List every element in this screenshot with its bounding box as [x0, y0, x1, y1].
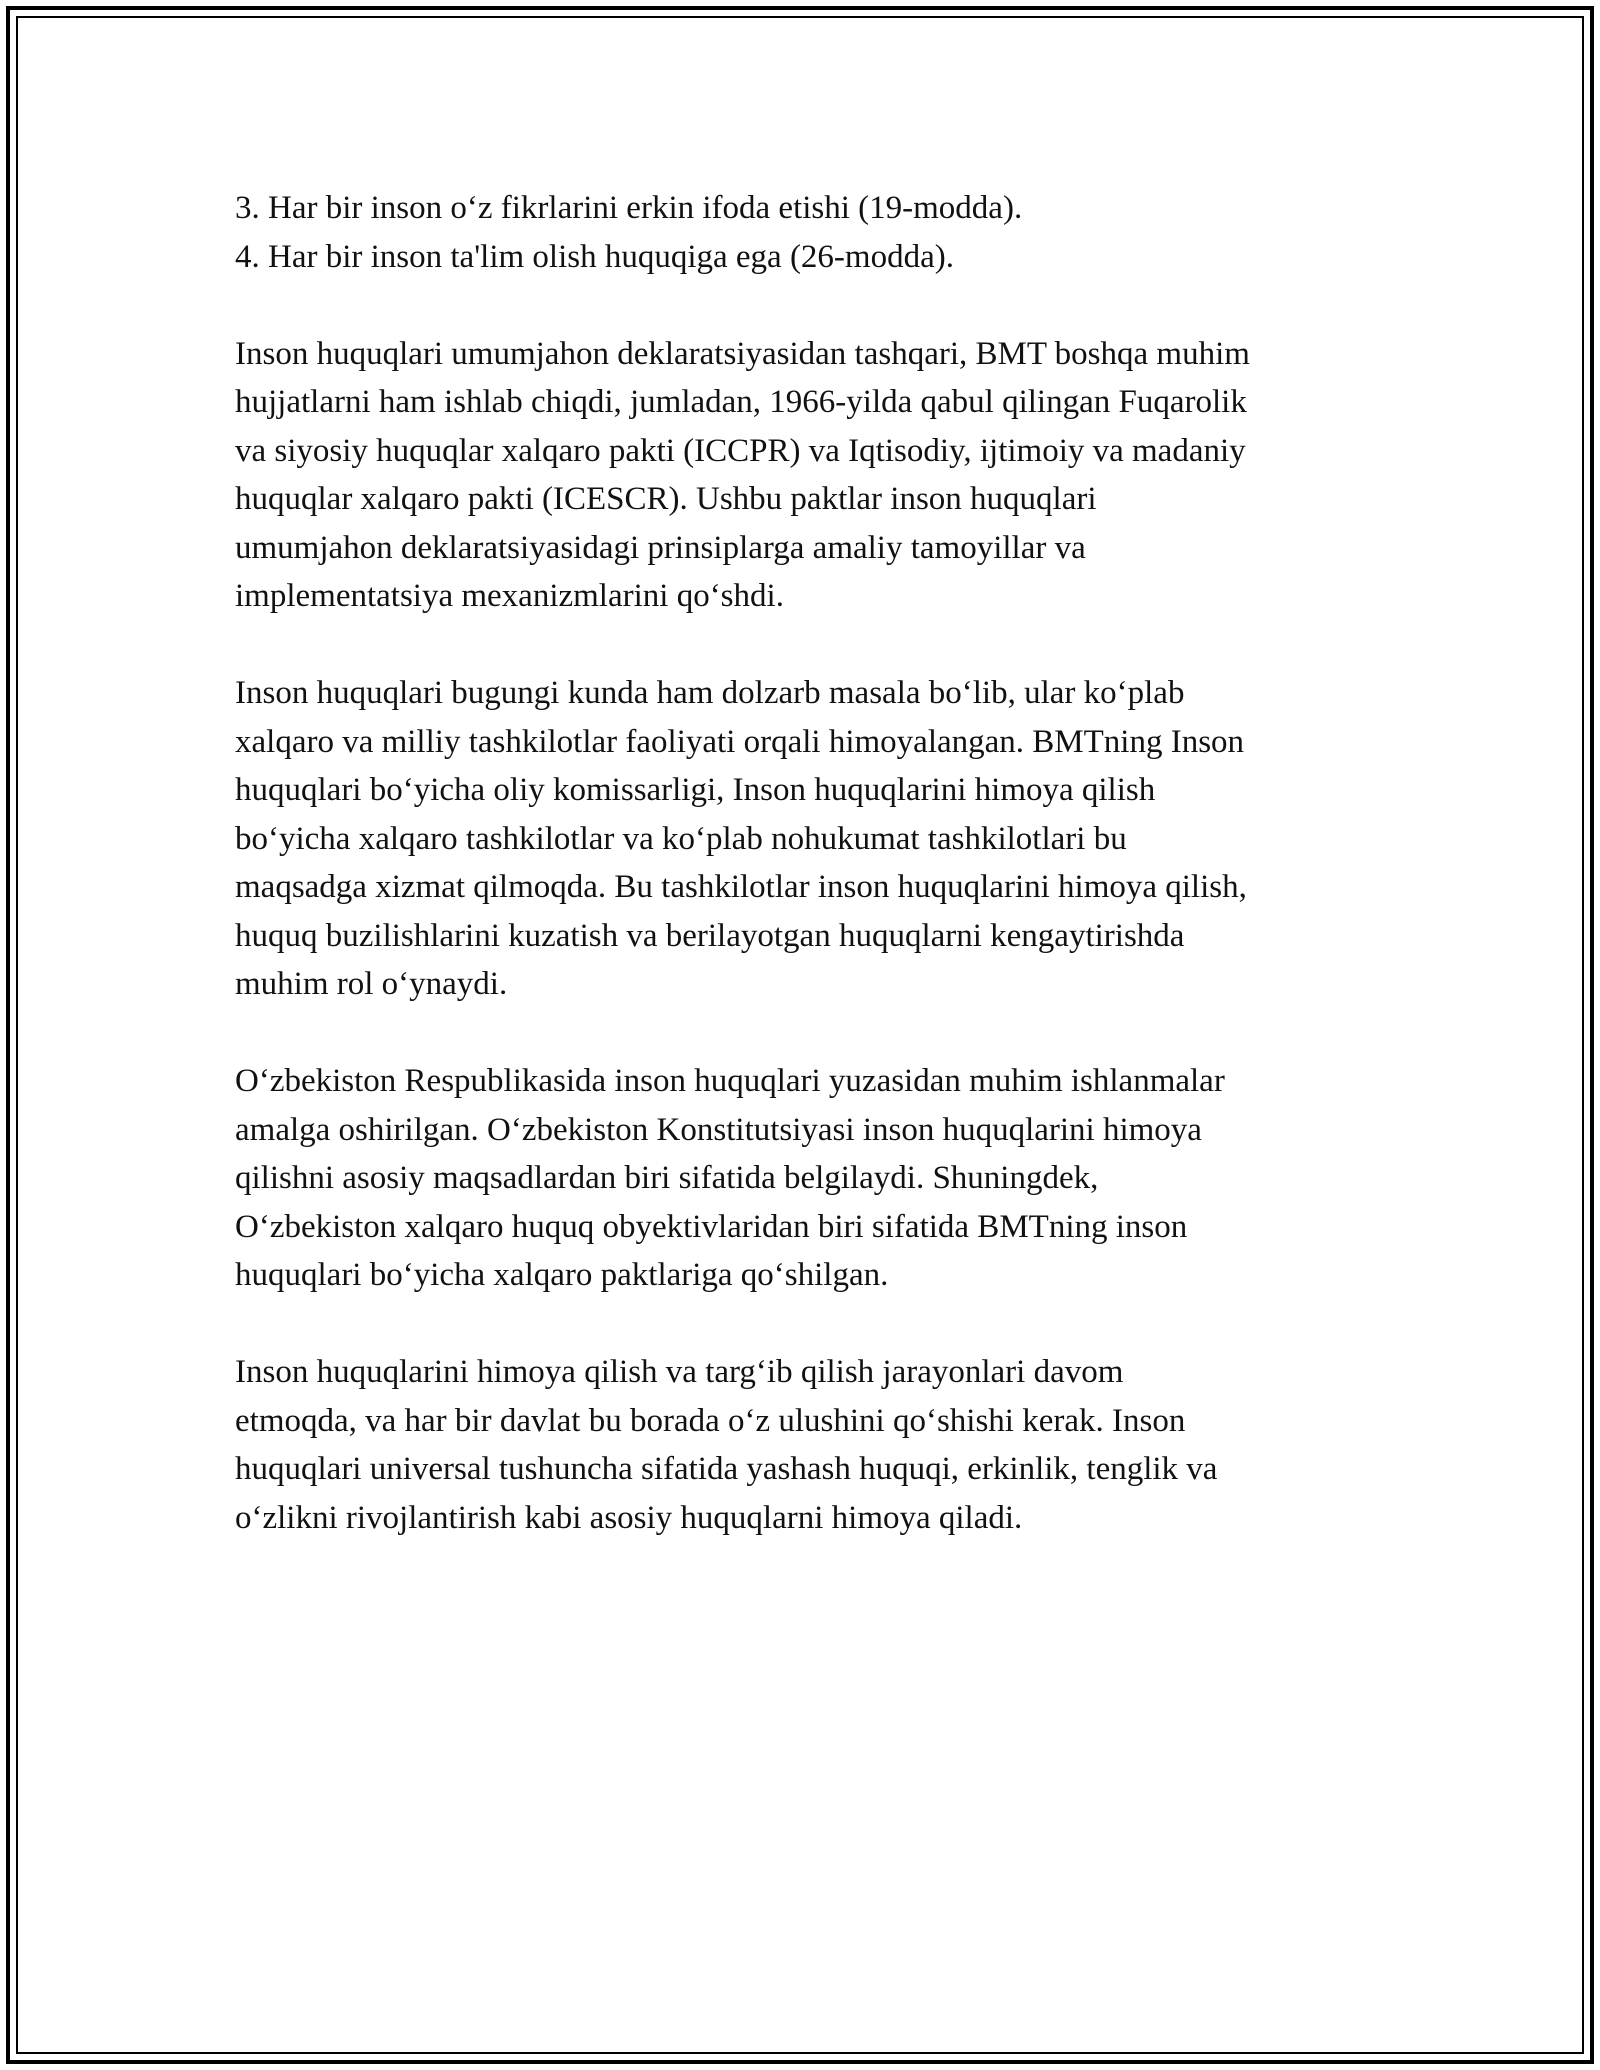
- text-line: xalqaro va milliy tashkilotlar faoliyati orqali himoyalangan. BMTning Inson: [235, 723, 1245, 760]
- text-line: va siyosiy huquqlar xalqaro pakti (ICCPR) va Iqtisodiy, ijtimoiy va madaniy: [235, 432, 1246, 469]
- text-line: hujjatlarni ham ishlab chiqdi, jumladan, 1966-yilda qabul qilingan Fuqarolik: [235, 384, 1247, 420]
- text-line: muhim rol o‘ynaydi.: [235, 966, 508, 1002]
- text-line: huquqlari bo‘yicha oliy komissarligi, Inson huquqlarini himoya qilish: [235, 772, 1156, 808]
- list-item: 4. Har bir inson ta'lim olish huquqiga ega (26-modda).: [235, 238, 954, 275]
- text-line: qilishni asosiy maqsadlardan biri sifatida belgilaydi. Shuningdek,: [235, 1160, 1099, 1196]
- text-line: huquqlari universal tushuncha sifatida yashash huquqi, erkinlik, tenglik va: [235, 1451, 1218, 1487]
- text-line: Inson huquqlari umumjahon deklaratsiyasidan tashqari, BMT boshqa muhim: [235, 335, 1250, 372]
- numbered-list: [235, 184, 1375, 281]
- text-line: huquqlari bo‘yicha xalqaro paktlariga qo‘shilgan.: [235, 1257, 889, 1293]
- text-line: o‘zlikni rivojlantirish kabi asosiy huquqlarni himoya qiladi.: [235, 1499, 1023, 1536]
- text-line: huquq buzilishlarini kuzatish va berilayotgan huquqlarni kengaytirishda: [235, 917, 1185, 954]
- text-line: Inson huquqlari bugungi kunda ham dolzarb masala bo‘lib, ular ko‘plab: [235, 675, 1185, 711]
- paragraph-uzbekistan: [235, 1057, 1375, 1300]
- paragraph-declaration-pacts: [235, 330, 1375, 621]
- paragraph-conclusion: [235, 1348, 1375, 1542]
- text-line: O‘zbekiston Respublikasida inson huquqlari yuzasidan muhim ishlanmalar: [235, 1063, 1225, 1099]
- list-item: 3. Har bir inson o‘z fikrlarini erkin ifoda etishi (19-modda).: [235, 190, 1023, 226]
- paragraph-organizations: [235, 669, 1375, 1009]
- text-line: O‘zbekiston xalqaro huquq obyektivlaridan biri sifatida BMTning inson: [235, 1208, 1188, 1245]
- text-line: etmoqda, va har bir davlat bu borada o‘z ulushini qo‘shishi kerak. Inson: [235, 1402, 1186, 1439]
- text-line: Inson huquqlarini himoya qilish va targ‘ib qilish jarayonlari davom: [235, 1354, 1124, 1390]
- text-line: amalga oshirilgan. O‘zbekiston Konstitutsiyasi inson huquqlarini himoya: [235, 1111, 1202, 1148]
- text-line: implementatsiya mexanizmlarini qo‘shdi.: [235, 578, 784, 614]
- text-line: bo‘yicha xalqaro tashkilotlar va ko‘plab nohukumat tashkilotlari bu: [235, 820, 1127, 857]
- text-line: umumjahon deklaratsiyasidagi prinsiplarga amaliy tamoyillar va: [235, 529, 1086, 566]
- text-line: huquqlar xalqaro pakti (ICESCR). Ushbu paktlar inson huquqlari: [235, 481, 1097, 517]
- text-line: maqsadga xizmat qilmoqda. Bu tashkilotlar inson huquqlarini himoya qilish,: [235, 869, 1247, 905]
- document-body: [235, 184, 1375, 1542]
